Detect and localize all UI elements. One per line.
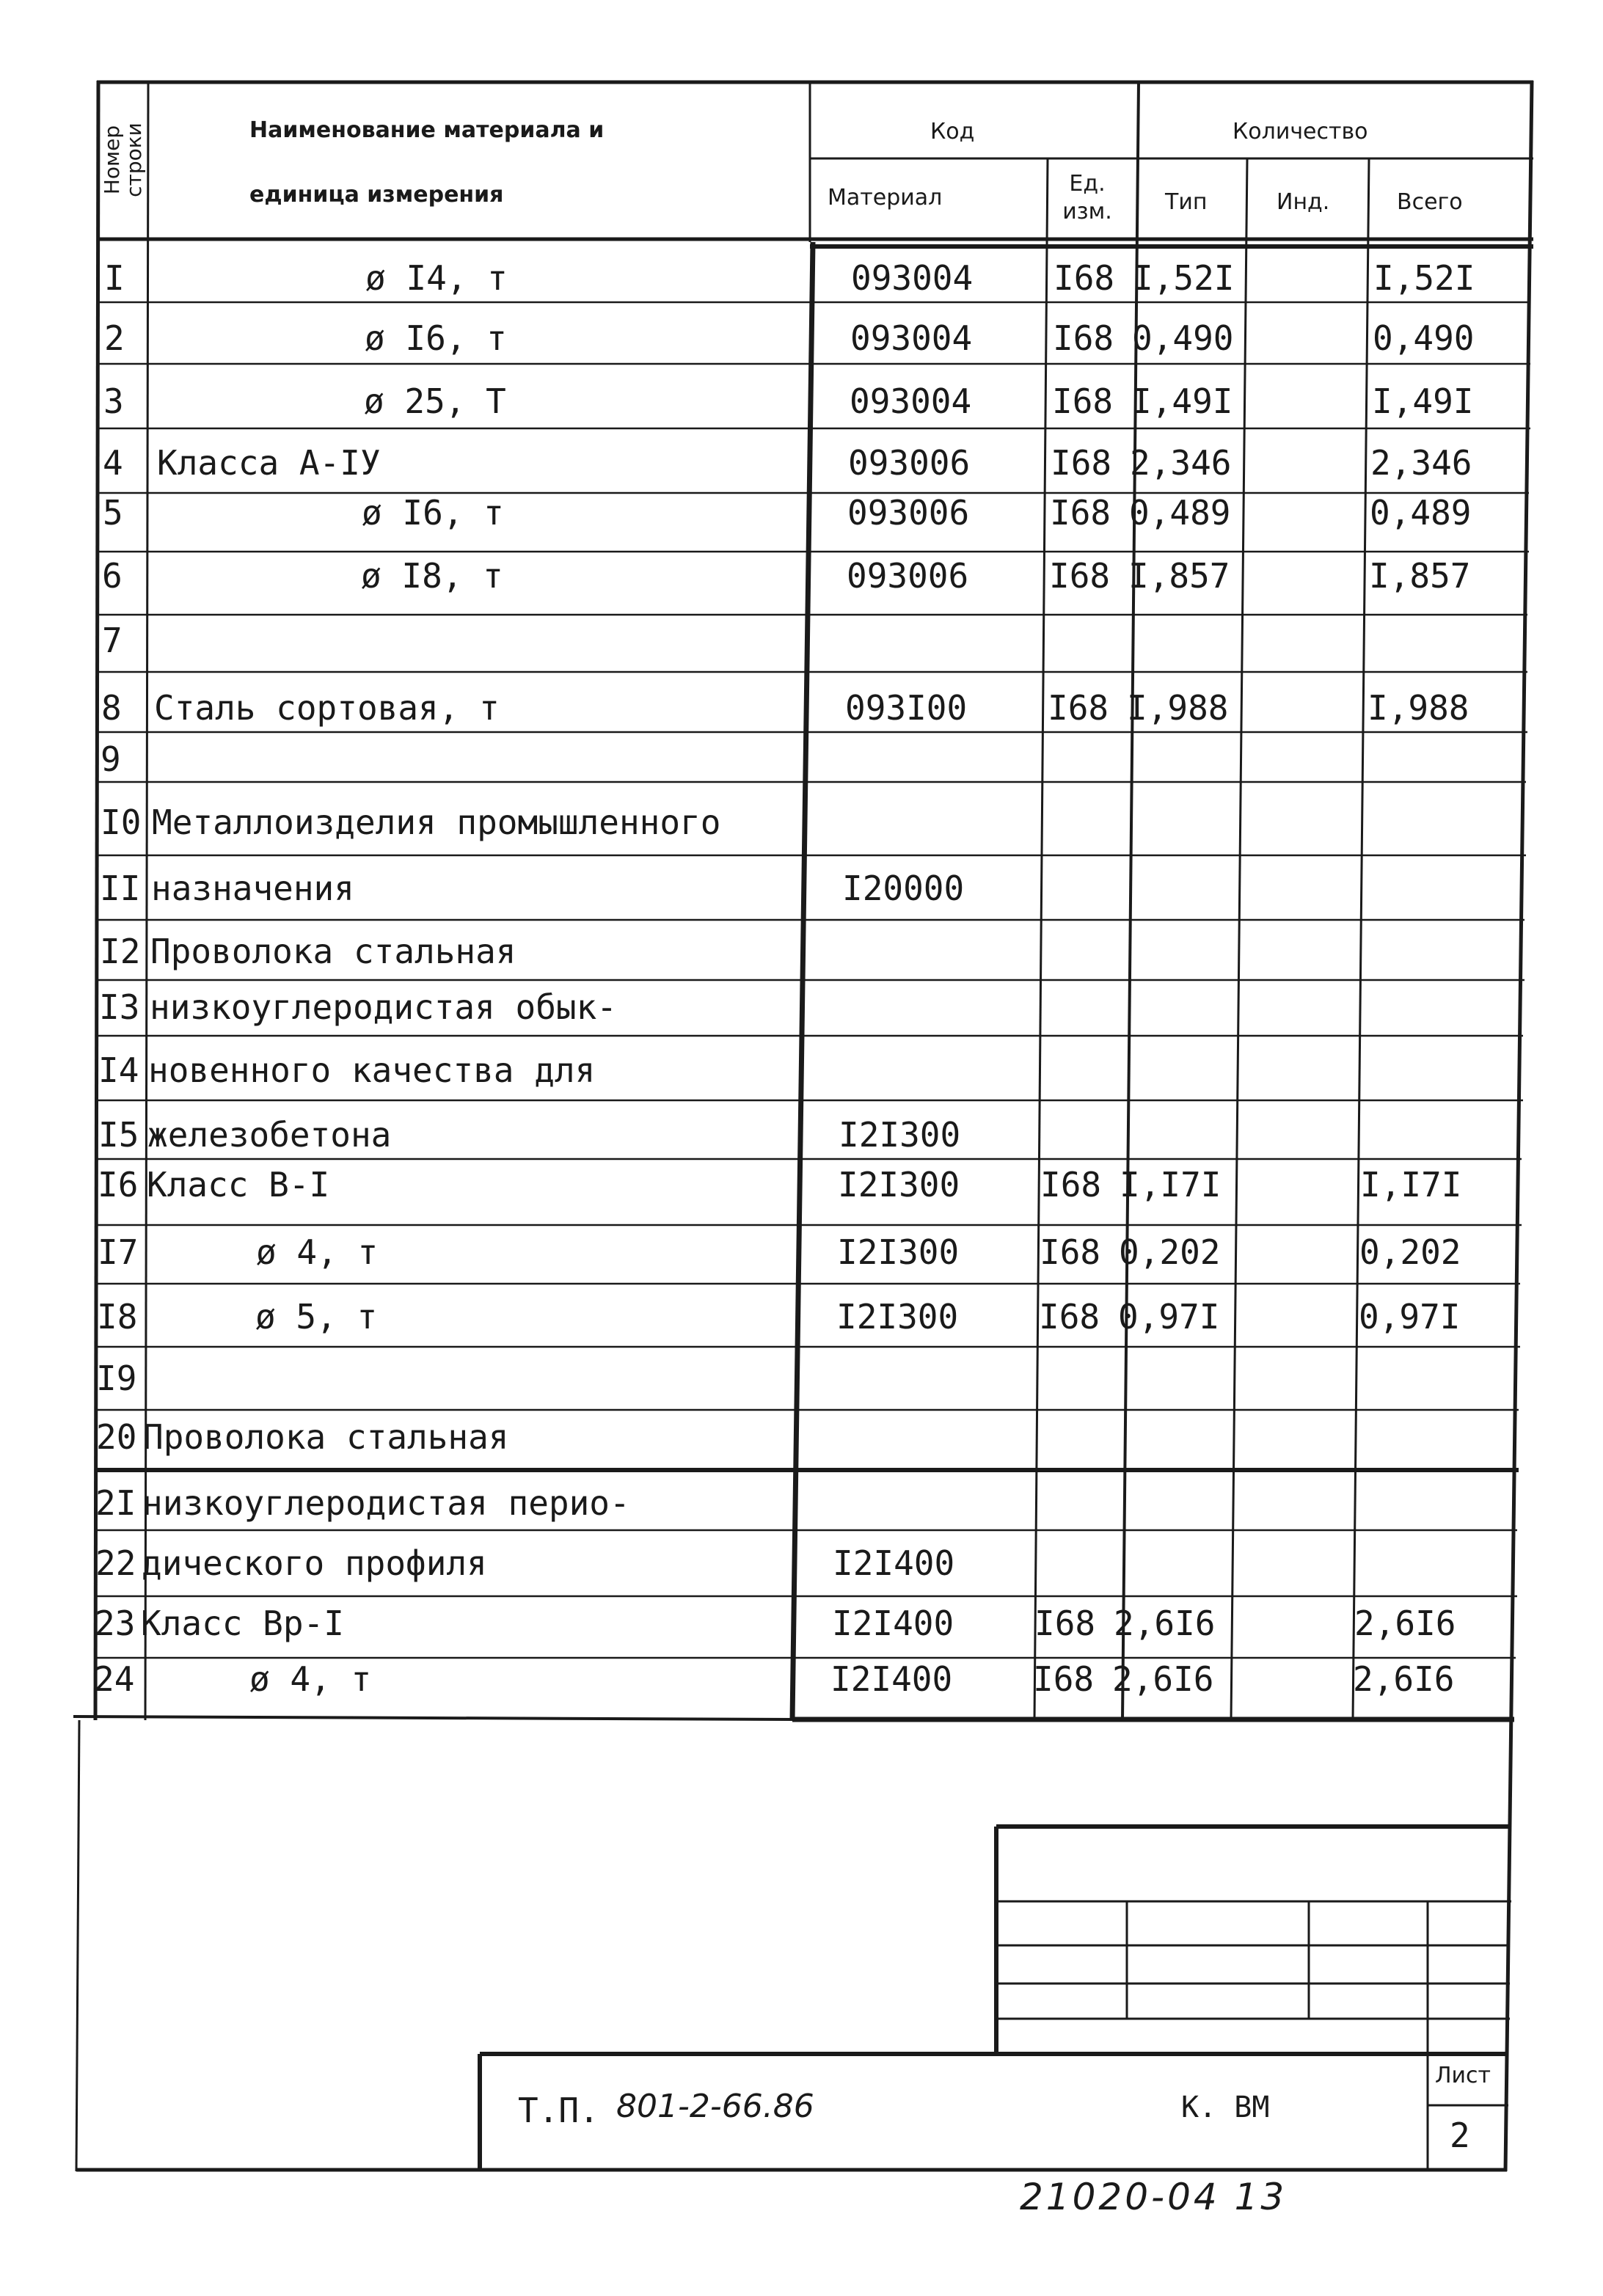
quantity-type: 0,97I — [1118, 1297, 1220, 1337]
material-name: назначения — [151, 869, 354, 908]
quantity-total: 0,489 — [1370, 493, 1472, 533]
row-number: I8 — [97, 1297, 138, 1337]
quantity-total: 2,346 — [1370, 443, 1472, 483]
unit-code: I68 — [1033, 1659, 1095, 1699]
material-name: Металлоизделия промышленного — [152, 802, 721, 842]
row-number: II — [100, 869, 141, 908]
unit-code: I68 — [1054, 258, 1115, 298]
material-name: ø 4, т — [249, 1659, 372, 1699]
material-name: ø I6, т — [365, 318, 507, 358]
material-code: 093006 — [847, 493, 970, 533]
row-number: I — [104, 258, 125, 298]
row-number: I3 — [99, 987, 140, 1027]
material-name: дического профиля — [142, 1543, 487, 1583]
material-code: I2I400 — [832, 1604, 954, 1643]
material-code: 093004 — [851, 258, 974, 298]
qty-group-header: Количество — [1233, 119, 1368, 145]
row-number: I0 — [101, 802, 142, 842]
handwritten-inventory-code: 21020-04 13 — [1020, 2176, 1288, 2218]
unit-code: I68 — [1051, 443, 1112, 483]
material-name: ø I8, т — [361, 556, 503, 596]
row-number: 2 — [104, 318, 125, 358]
unit-code: I68 — [1050, 493, 1111, 533]
quantity-type: 2,6I6 — [1112, 1659, 1214, 1699]
project-number: 801-2-66.86 — [616, 2088, 814, 2125]
quantity-total: I,I7I — [1360, 1165, 1462, 1204]
row-number-header: Номер строки — [100, 123, 146, 197]
material-code: I20000 — [842, 869, 965, 908]
row-number: 24 — [94, 1659, 135, 1699]
row-number: 8 — [101, 688, 122, 728]
quantity-total: I,857 — [1369, 556, 1471, 596]
material-name: ø 4, т — [256, 1232, 379, 1272]
material-name: ø I4, т — [365, 258, 508, 298]
material-code: I2I300 — [838, 1165, 960, 1204]
quantity-type: I,52I — [1133, 258, 1235, 298]
code-group-header: Код — [930, 119, 975, 145]
material-name: ø 5, т — [255, 1297, 378, 1337]
material-name: Класс В-I — [147, 1165, 330, 1204]
material-code: I2I300 — [839, 1115, 961, 1155]
row-number: 2I — [95, 1483, 136, 1523]
quantity-total: 2,6I6 — [1353, 1659, 1455, 1699]
row-number: I5 — [98, 1115, 139, 1155]
name-header-line1: Наименование материала и — [249, 117, 605, 143]
quantity-type: 2,346 — [1130, 443, 1232, 483]
unit-code: I68 — [1049, 556, 1111, 596]
quantity-total: 0,490 — [1373, 318, 1475, 358]
row-number: 7 — [102, 621, 123, 660]
row-number: 23 — [95, 1604, 136, 1643]
row-number: 22 — [95, 1543, 136, 1583]
material-name: ø 25, Т — [364, 381, 506, 421]
row-number: I7 — [98, 1232, 139, 1272]
name-header-line2: единица измерения — [249, 182, 504, 208]
row-number: 4 — [103, 443, 123, 483]
unit-code: I68 — [1040, 1232, 1101, 1272]
quantity-type: I,988 — [1127, 688, 1229, 728]
qty-type-header: Тип — [1165, 189, 1208, 215]
qty-total-header: Всего — [1397, 189, 1463, 215]
quantity-type: I,I7I — [1120, 1165, 1222, 1204]
row-number: I6 — [98, 1165, 139, 1204]
material-name: низкоуглеродистая обык- — [150, 987, 617, 1027]
unit-code: I68 — [1053, 318, 1114, 358]
project-prefix: Т.П. — [518, 2091, 599, 2130]
material-code: I2I300 — [837, 1232, 960, 1272]
unit-code: I68 — [1034, 1604, 1096, 1643]
material-name: низкоуглеродистая перио- — [142, 1483, 630, 1523]
row-number: 5 — [103, 493, 123, 533]
material-name: Проволока стальная — [143, 1417, 509, 1457]
quantity-total: I,52I — [1373, 258, 1475, 298]
row-number: I9 — [96, 1359, 137, 1398]
material-name: железобетона — [147, 1115, 392, 1155]
row-number: I4 — [98, 1050, 139, 1090]
material-code: 093006 — [847, 556, 969, 596]
code-material-header: Материал — [828, 185, 943, 211]
material-code: 093I00 — [845, 688, 968, 728]
row-number: 20 — [96, 1417, 137, 1457]
code-unit-header: Ед. изм. — [1062, 171, 1112, 224]
row-number: I2 — [100, 932, 141, 971]
row-number: 6 — [102, 556, 123, 596]
material-name: Класс Вр-I — [141, 1604, 344, 1643]
quantity-total: 0,97I — [1359, 1297, 1461, 1337]
sheet-label: Лист — [1435, 2063, 1491, 2088]
quantity-total: 0,202 — [1359, 1232, 1461, 1272]
unit-code: I68 — [1040, 1165, 1102, 1204]
material-name: новенного качества для — [148, 1050, 596, 1090]
material-name: ø I6, т — [362, 493, 504, 533]
unit-code: I68 — [1048, 688, 1109, 728]
material-name: Класса А-IУ — [157, 443, 381, 483]
material-name: Сталь сортовая, т — [154, 688, 500, 728]
quantity-total: 2,6I6 — [1354, 1604, 1456, 1643]
quantity-total: I,988 — [1368, 688, 1469, 728]
quantity-type: I,857 — [1128, 556, 1230, 596]
row-number: 9 — [101, 739, 121, 779]
material-code: 093004 — [850, 318, 973, 358]
quantity-type: 2,6I6 — [1114, 1604, 1216, 1643]
sheet-number: 2 — [1450, 2116, 1470, 2155]
material-name: Проволока стальная — [150, 932, 516, 971]
row-number: 3 — [103, 381, 124, 421]
material-code: 093004 — [850, 381, 972, 421]
material-code: I2I400 — [830, 1659, 953, 1699]
quantity-type: 0,489 — [1129, 493, 1231, 533]
album-mark: К. ВМ — [1181, 2091, 1270, 2124]
qty-ind-header: Инд. — [1277, 189, 1330, 215]
material-code: 093006 — [848, 443, 971, 483]
quantity-type: 0,202 — [1119, 1232, 1221, 1272]
quantity-type: 0,490 — [1132, 318, 1234, 358]
quantity-type: I,49I — [1131, 381, 1233, 421]
material-code: I2I400 — [833, 1543, 955, 1583]
unit-code: I68 — [1052, 381, 1114, 421]
quantity-total: I,49I — [1372, 381, 1474, 421]
material-code: I2I300 — [836, 1297, 959, 1337]
unit-code: I68 — [1039, 1297, 1100, 1337]
